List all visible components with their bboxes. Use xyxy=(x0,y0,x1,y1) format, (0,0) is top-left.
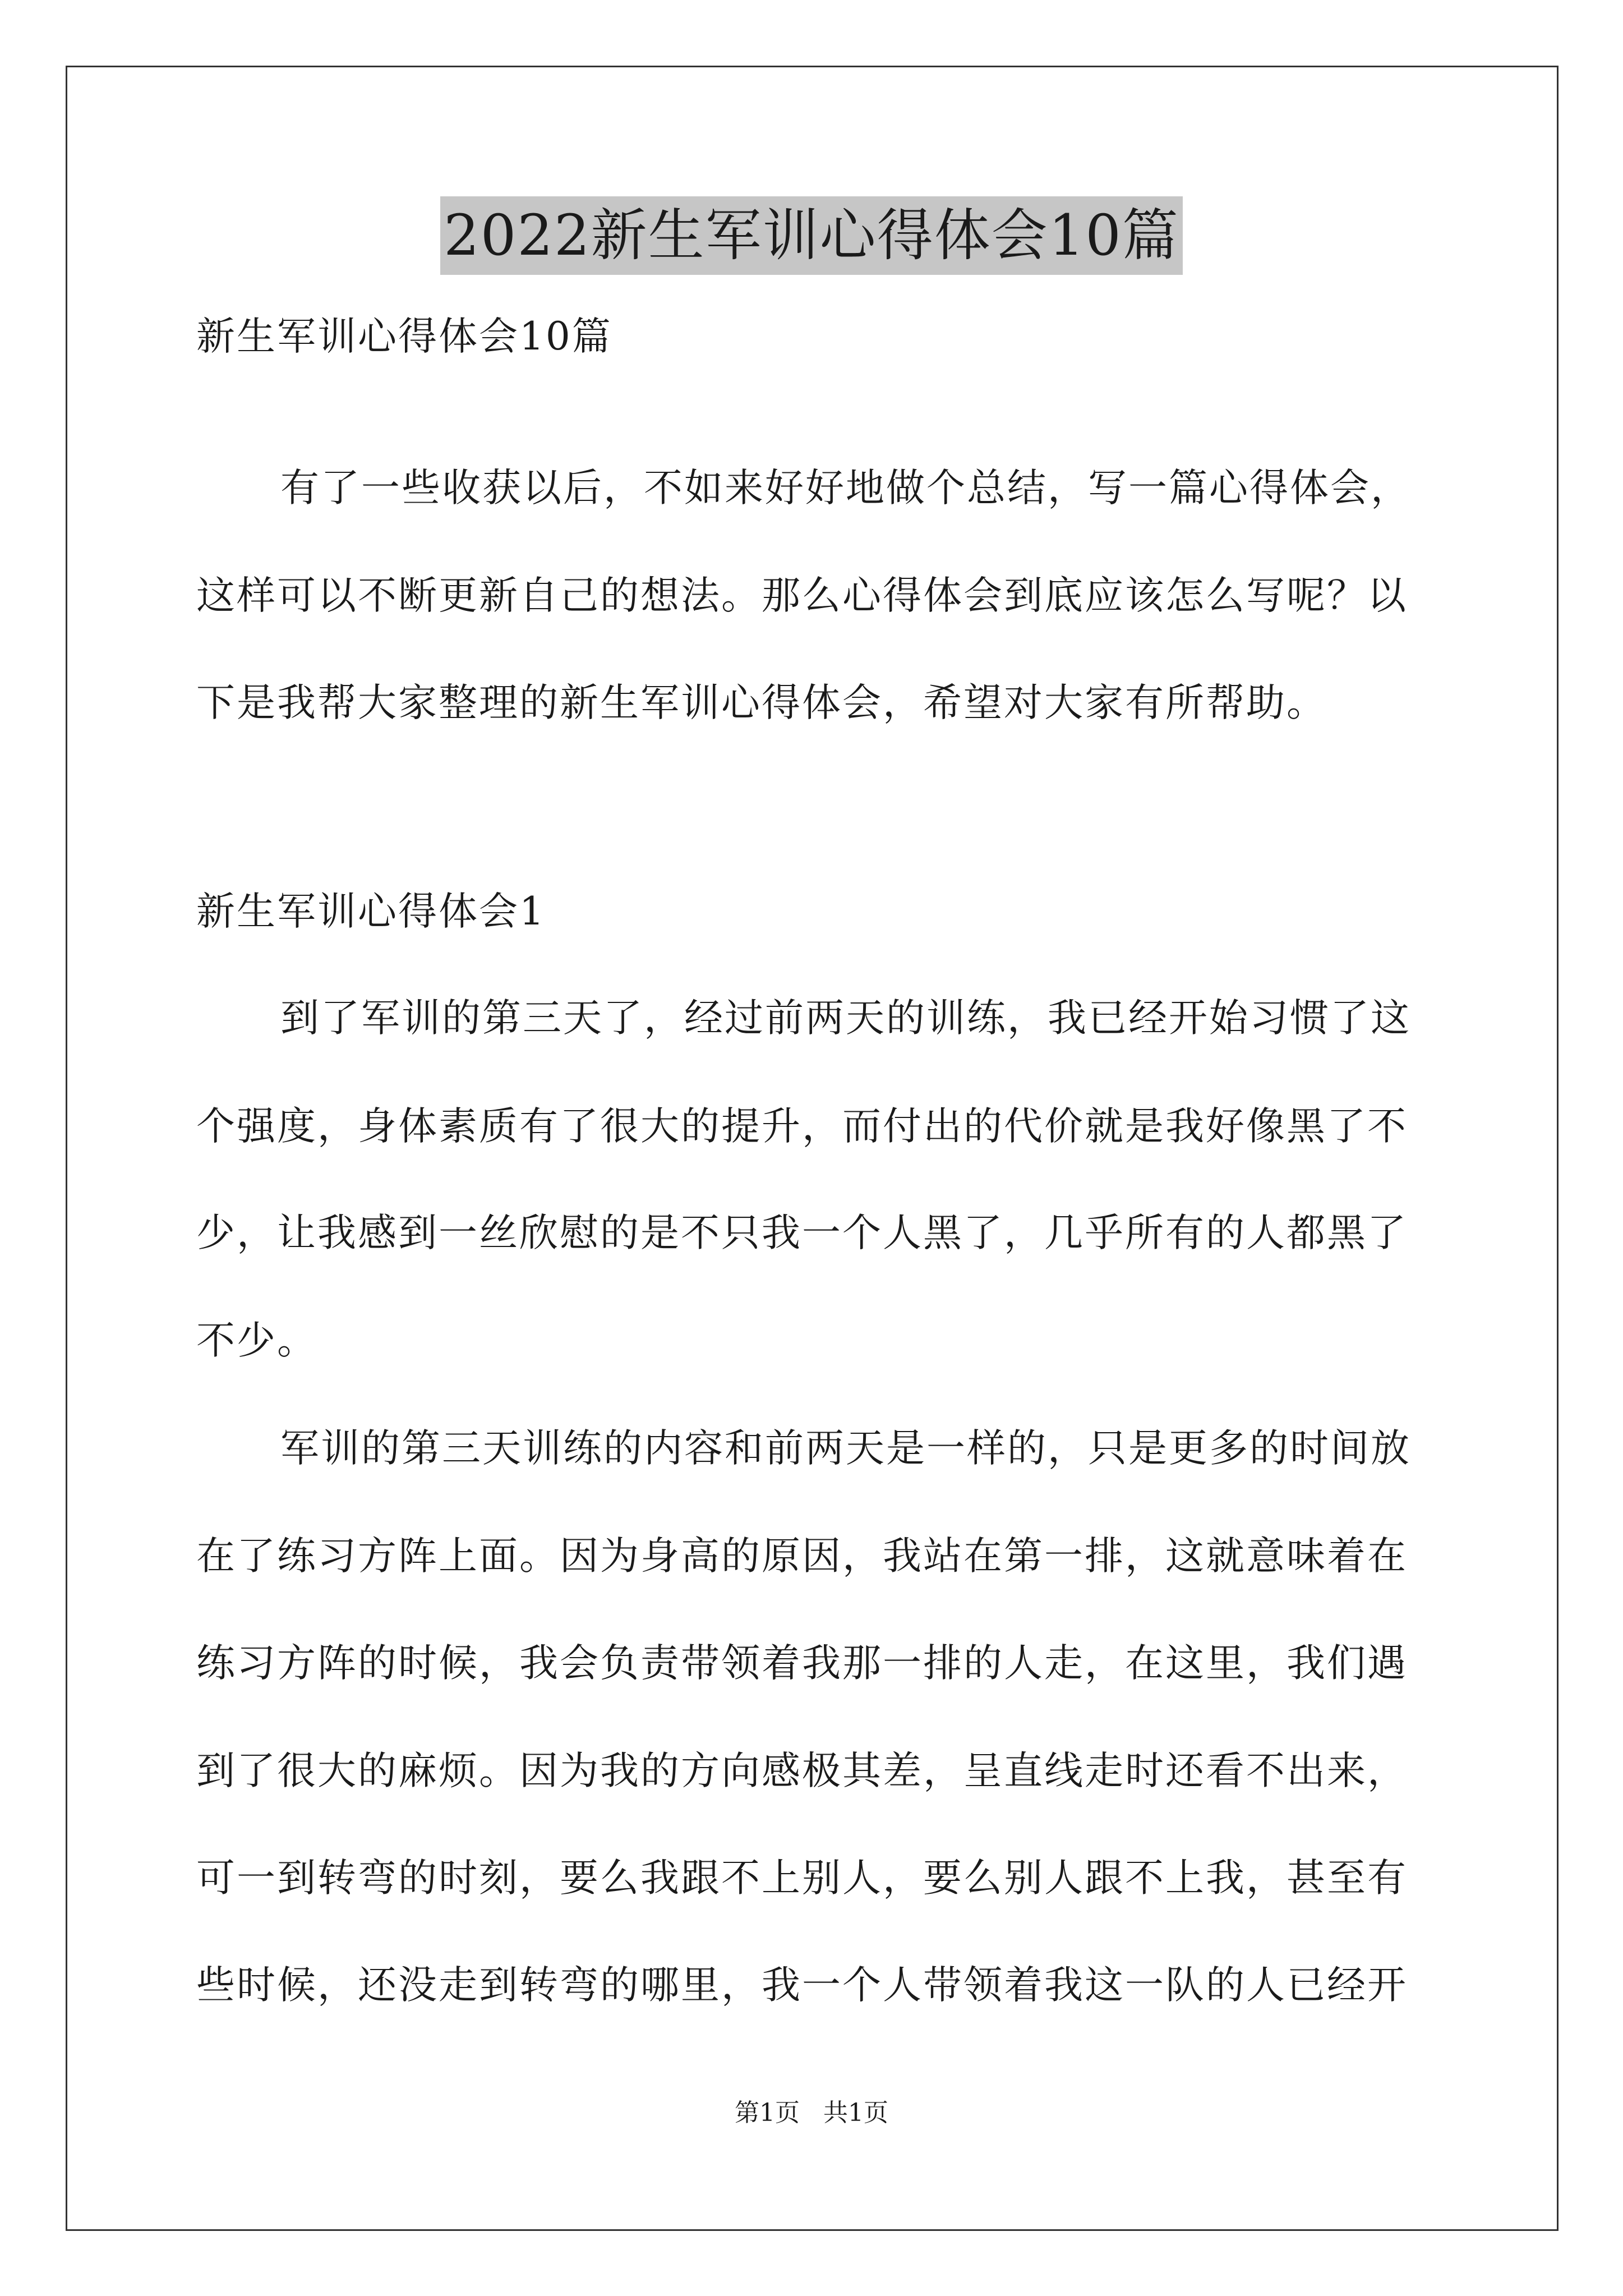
paragraph-line: 到了军训的第三天了，经过前两天的训练，我已经开始习惯了这 xyxy=(280,996,1411,1041)
section-heading: 新生军训心得体会1 xyxy=(196,889,546,934)
paragraph-line: 少，让我感到一丝欣慰的是不只我一个人黑了，几乎所有的人都黑了 xyxy=(196,1211,1408,1255)
intro-line: 这样可以不断更新自己的想法。那么心得体会到底应该怎么写呢？以 xyxy=(196,573,1408,618)
intro-line: 有了一些收获以后，不如来好好地做个总结，写一篇心得体会， xyxy=(280,466,1411,510)
paragraph-line: 个强度，身体素质有了很大的提升，而付出的代价就是我好像黑了不 xyxy=(196,1104,1408,1149)
document-title: 2022新生军训心得体会10篇 xyxy=(440,196,1183,275)
page-total: 共1页 xyxy=(823,2099,888,2127)
page-number: 第1页 xyxy=(735,2099,800,2127)
document-subtitle: 新生军训心得体会10篇 xyxy=(196,314,612,359)
page-footer xyxy=(0,2092,1623,2128)
paragraph-line: 在了练习方阵上面。因为身高的原因，我站在第一排，这就意味着在 xyxy=(196,1534,1408,1579)
paragraph-line: 到了很大的麻烦。因为我的方向感极其差，呈直线走时还看不出来， xyxy=(196,1749,1408,1793)
paragraph-line: 些时候，还没走到转弯的哪里，我一个人带领着我这一队的人已经开 xyxy=(196,1963,1408,2008)
paragraph-line: 不少。 xyxy=(196,1318,317,1363)
paragraph-line: 可一到转弯的时刻，要么我跟不上别人，要么别人跟不上我，甚至有 xyxy=(196,1856,1408,1901)
paragraph-line: 练习方阵的时候，我会负责带领着我那一排的人走，在这里，我们遇 xyxy=(196,1641,1408,1686)
intro-line: 下是我帮大家整理的新生军训心得体会，希望对大家有所帮助。 xyxy=(196,680,1327,725)
title-container xyxy=(0,196,1623,275)
paragraph-line: 军训的第三天训练的内容和前两天是一样的，只是更多的时间放 xyxy=(280,1426,1411,1471)
